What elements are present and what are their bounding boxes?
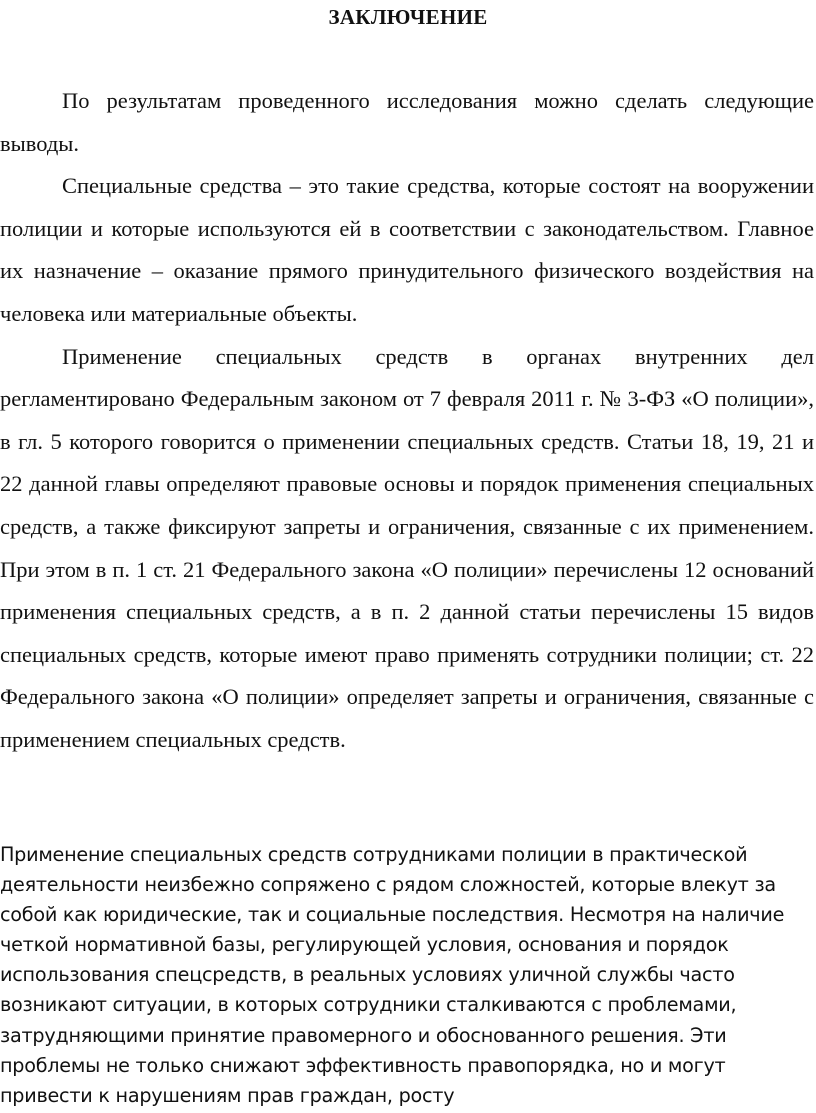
conclusion-body [0, 80, 814, 762]
continuation-line: Применение специальных средств сотрудниками полиции в практической [0, 843, 748, 866]
continuation-line: проблемы не только снижают эффективность правопорядка, но и могут [0, 1053, 726, 1077]
paragraph-intro: По результатам проведенного исследования можно сделать следующие выводы. [0, 88, 814, 156]
page-title: ЗАКЛЮЧЕНИЕ [328, 5, 488, 29]
paragraph-definition: Специальные средства – это такие средства, которые состоят на вооружении полиции и которые используются ей в соответствии с законодательством. Главное их назначение – оказание прямого принудительного физического воздействия на человека или материальные объекты. [0, 173, 814, 326]
continuation-line: привести к нарушениям прав граждан, росту [0, 1083, 455, 1107]
continuation-line: возникают ситуации, в которых сотрудники сталкиваются с проблемами, [0, 993, 737, 1017]
continuation-line: деятельности неизбежно сопряжено с рядом сложностей, которые влекут за [0, 873, 776, 897]
continuation-line: использования спецсредств, в реальных условиях уличной службы часто [0, 963, 735, 987]
paragraph-legal-basis: Применение специальных средств в органах внутренних дел регламентировано Федеральным законом от 7 февраля 2011 г. № 3-ФЗ «О полиции», в гл. 5 которого говорится о применении специальных средств. Статьи 18, 19, 21 и 22 данной главы определяют правовые основы и порядок применения специальных средств, а также фиксируют запреты и ограничения, связанные с их применением. При этом в п. 1 ст. 21 Федерального закона «О полиции» перечислены 12 оснований применения специальных средств, а в п. 2 данной статьи перечислены 15 видов специальных средств, которые имеют право применять сотрудники полиции; ст. 22 Федерального закона «О полиции» определяет запреты и ограничения, связанные с применением специальных средств. [0, 343, 814, 752]
continuation-line: четкой нормативной базы, регулирующей условия, основания и порядок [0, 933, 729, 957]
continuation-line: собой как юридические, так и социальные последствия. Несмотря на наличие [0, 903, 785, 927]
continuation-text [0, 840, 816, 1111]
continuation-line: затрудняющими принятие правомерного и обоснованного решения. Эти [0, 1023, 727, 1047]
